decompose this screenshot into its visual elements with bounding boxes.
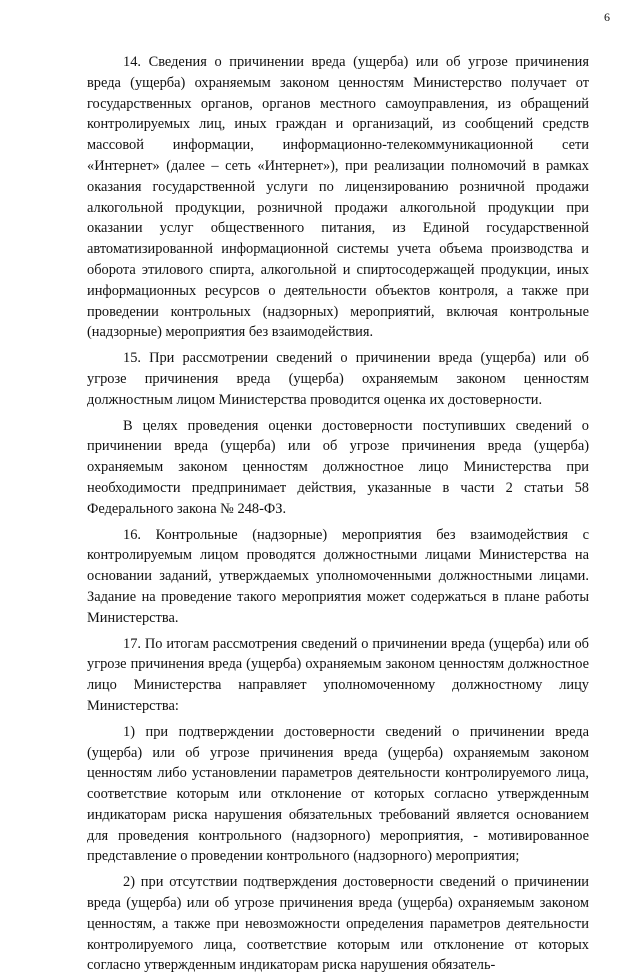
paragraph-17-item-2: 2) при отсутствии подтверждения достоверности сведений о причинении вреда (ущерба) или об угрозе причинения вреда (ущерба) охраняемым законом ценностям, а также при невозможности определения параметров деятельности контролируемого лица, соответствие которым или отклонение от которых согласно утвержденным индикаторам риска нарушения обязатель- <box>87 874 589 974</box>
paragraph-15-verification: В целях проведения оценки достоверности поступивших сведений о причинении вреда (ущерба) или об угрозе причинения вреда (ущерба) охраняемым законом ценностям должностное лицо Министерства при необходимости предпринимает действия, указанные в части 2 статьи 58 Федерального закона № 248-ФЗ. <box>87 417 589 517</box>
paragraph-14: 14. Сведения о причинении вреда (ущерба) или об угрозе причинения вреда (ущерба) охраняемым законом ценностям Министерство получает от государственных органов, органов местного самоуправления, из обращений контролируемых лиц, иных граждан и организаций, из сообщений средств массовой информации, информационно-телекоммуникационной сети «Интернет» (далее – сеть «Интернет»), при реализации полномочий в рамках оказания государственной услуги по лицензированию розничной продажи алкогольной продукции, розничной продажи алкогольной продукции при оказании услуг общественного питания, из Единой государственной автоматизированной информационной системы учета объема производства и оборота этилового спирта, алкогольной и спиртосодержащей продукции, иных информационных ресурсов о деятельности объектов контроля, а также при проведении контрольных (надзорных) мероприятий, включая контрольные (надзорные) мероприятия без взаимодействия. <box>87 54 589 341</box>
page-number: 6 <box>604 10 610 24</box>
paragraph-17-item-1: 1) при подтверждении достоверности сведений о причинении вреда (ущерба) или об угрозе причинения вреда (ущерба) охраняемым законом ценностям либо установлении параметров деятельности контролируемого лица, соответствие которым или отклонение от которых согласно утвержденным индикаторам риска нарушения обязательных требований является основанием для проведения контрольного (надзорного) мероприятия, - мотивированное представление о проведении контрольного (надзорного) мероприятия; <box>87 723 589 865</box>
document-body <box>87 52 589 976</box>
paragraph-16: 16. Контрольные (надзорные) мероприятия без взаимодействия с контролируемым лицом проводятся должностными лицами Министерства на основании заданий, утверждаемых уполномоченными должностными лицами. Задание на проведение такого мероприятия может содержаться в плане работы Министерства. <box>87 526 589 626</box>
paragraph-17: 17. По итогам рассмотрения сведений о причинении вреда (ущерба) или об угрозе причинения вреда (ущерба) охраняемым законом ценностям должностное лицо Министерства направляет уполномоченному должностному лицу Министерства: <box>87 635 589 714</box>
paragraph-15: 15. При рассмотрении сведений о причинении вреда (ущерба) или об угрозе причинения вреда (ущерба) охраняемым законом ценностям должностным лицом Министерства проводится оценка их достоверности. <box>87 350 589 408</box>
